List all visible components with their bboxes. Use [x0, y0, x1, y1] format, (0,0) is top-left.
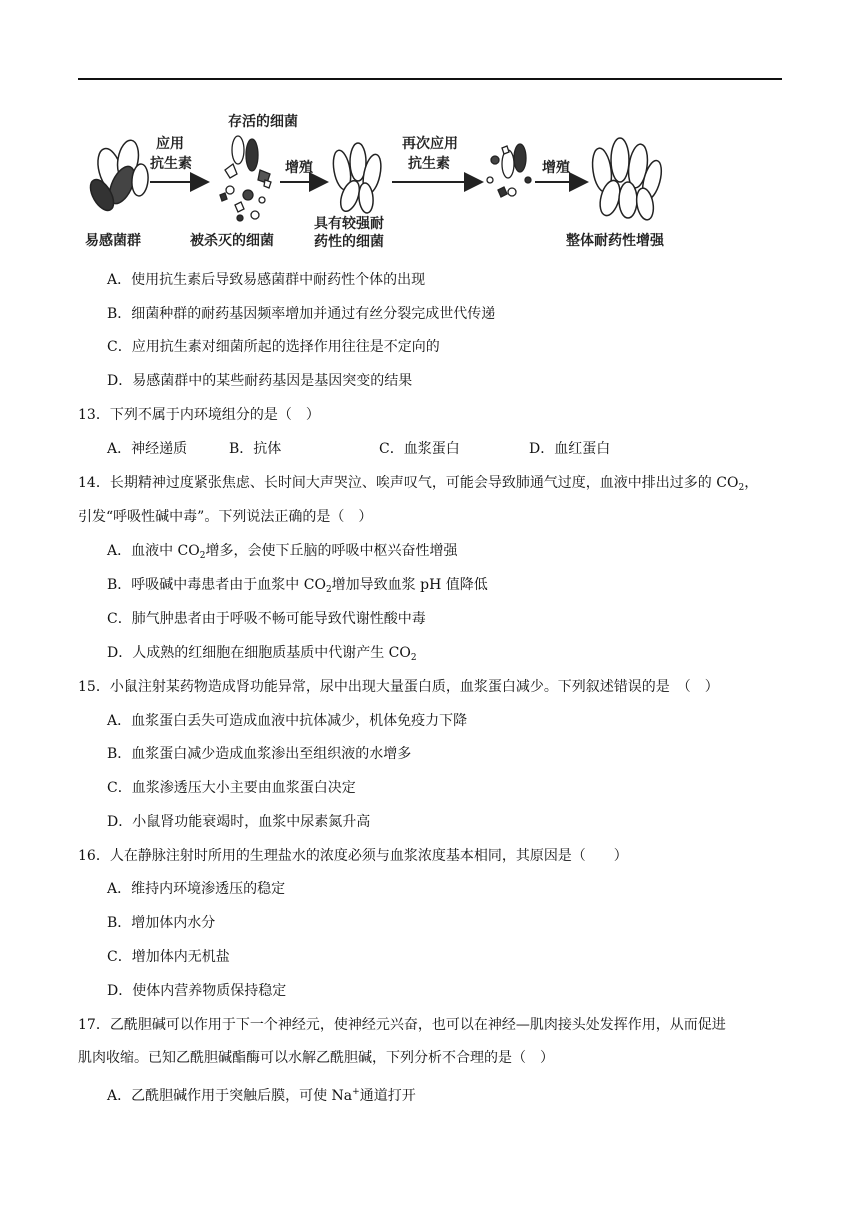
label-overall: 整体耐药性增强 — [566, 233, 664, 249]
q17-option-a: A．乙酰胆碱作用于突触后膜，可使 Na+通道打开 — [107, 1087, 416, 1104]
q15-option-b: B．血浆蛋白减少造成血浆渗出至组织液的水增多 — [107, 746, 412, 762]
q13-option-b: B．抗体 — [229, 441, 282, 457]
label-resistant-b: 药性的细菌 — [314, 234, 384, 250]
q14-stem-line1: 14．长期精神过度紧张焦虑、长时间大声哭泣、唉声叹气，可能会导致肺通气过度，血液中排出过多的 $CO_2$， — [78, 475, 759, 493]
q15-option-a: A．血浆蛋白丢失可造成血液中抗体减少，机体免疫力下降 — [107, 713, 468, 729]
resistant-population-icon — [590, 138, 665, 221]
q13-option-d: D．血红蛋白 — [529, 441, 611, 457]
label-susceptible: 易感菌群 — [85, 233, 141, 249]
label-survivors: 存活的细菌 — [228, 114, 298, 130]
q13-stem: 13．下列不属于内环境组分的是（ ） — [78, 407, 320, 423]
label-multiply1: 增殖 — [285, 160, 313, 176]
q12-option-b: B．细菌种群的耐药基因频率增加并通过有丝分裂完成世代传递 — [107, 306, 496, 322]
label-apply1-a: 应用 — [156, 136, 184, 152]
q17-stem-line1: 17．乙酰胆碱可以作用于下一个神经元，使神经元兴奋，也可以在神经—肌肉接头处发挥作用，从而促进 — [78, 1017, 726, 1033]
label-apply2-a: 再次应用 — [402, 136, 458, 152]
label-apply2-b: 抗生素 — [408, 156, 450, 172]
q16-option-c: C．增加体内无机盐 — [107, 949, 230, 965]
label-killed: 被杀灭的细菌 — [190, 233, 274, 249]
label-resistant-a: 具有较强耐 — [314, 216, 384, 232]
label-apply1-b: 抗生素 — [150, 156, 192, 172]
q12-option-d: D．易感菌群中的某些耐药基因是基因突变的结果 — [107, 373, 413, 389]
q15-stem: 15．小鼠注射某药物造成肾功能异常，尿中出现大量蛋白质，血浆蛋白减少。下列叙述错误的是 （ ） — [78, 679, 719, 695]
q13-option-c: C．血浆蛋白 — [379, 441, 460, 457]
q15-option-d: D．小鼠肾功能衰竭时，血浆中尿素氮升高 — [107, 814, 371, 830]
q17-stem-line2: 肌肉收缩。已知乙酰胆碱酯酶可以水解乙酰胆碱，下列分析不合理的是（ ） — [78, 1050, 554, 1066]
q14-option-c: C．肺气肿患者由于呼吸不畅可能导致代谢性酸中毒 — [107, 611, 426, 627]
q14-option-d: D．人成熟的红细胞在细胞质基质中代谢产生 $CO_2$ — [107, 645, 417, 663]
resistance-selection-figure — [80, 100, 680, 260]
header-rule — [78, 78, 782, 80]
figure-svg — [80, 100, 680, 260]
q14-stem-line2: 引发“呼吸性碱中毒”。下列说法正确的是（ ） — [78, 509, 373, 525]
q16-option-b: B．增加体内水分 — [107, 915, 216, 931]
q14-option-a: A．血液中 $CO_2$增多，会使下丘脑的呼吸中枢兴奋性增强 — [107, 543, 458, 561]
killed-bacteria-icon — [220, 136, 271, 221]
q16-option-a: A．维持内环境渗透压的稳定 — [107, 881, 286, 897]
susceptible-colony-icon — [86, 139, 150, 215]
q16-stem: 16．人在静脉注射时所用的生理盐水的浓度必须与血浆浓度基本相同，其原因是（ ） — [78, 848, 628, 864]
q13-options — [107, 440, 707, 458]
q13-option-a: A．神经递质 — [107, 441, 188, 457]
second-selection-bacteria-icon — [487, 144, 531, 197]
q12-option-c: C．应用抗生素对细菌所起的选择作用往往是不定向的 — [107, 339, 440, 355]
resistant-bacteria-icon — [331, 143, 384, 214]
q12-option-a: A．使用抗生素后导致易感菌群中耐药性个体的出现 — [107, 272, 426, 288]
q14-option-b: B．呼吸碱中毒患者由于血浆中 $CO_2$增加导致血浆 pH 值降低 — [107, 577, 488, 595]
q15-option-c: C．血浆渗透压大小主要由血浆蛋白决定 — [107, 780, 356, 796]
label-multiply2: 增殖 — [542, 160, 570, 176]
q16-option-d: D．使体内营养物质保持稳定 — [107, 983, 287, 999]
